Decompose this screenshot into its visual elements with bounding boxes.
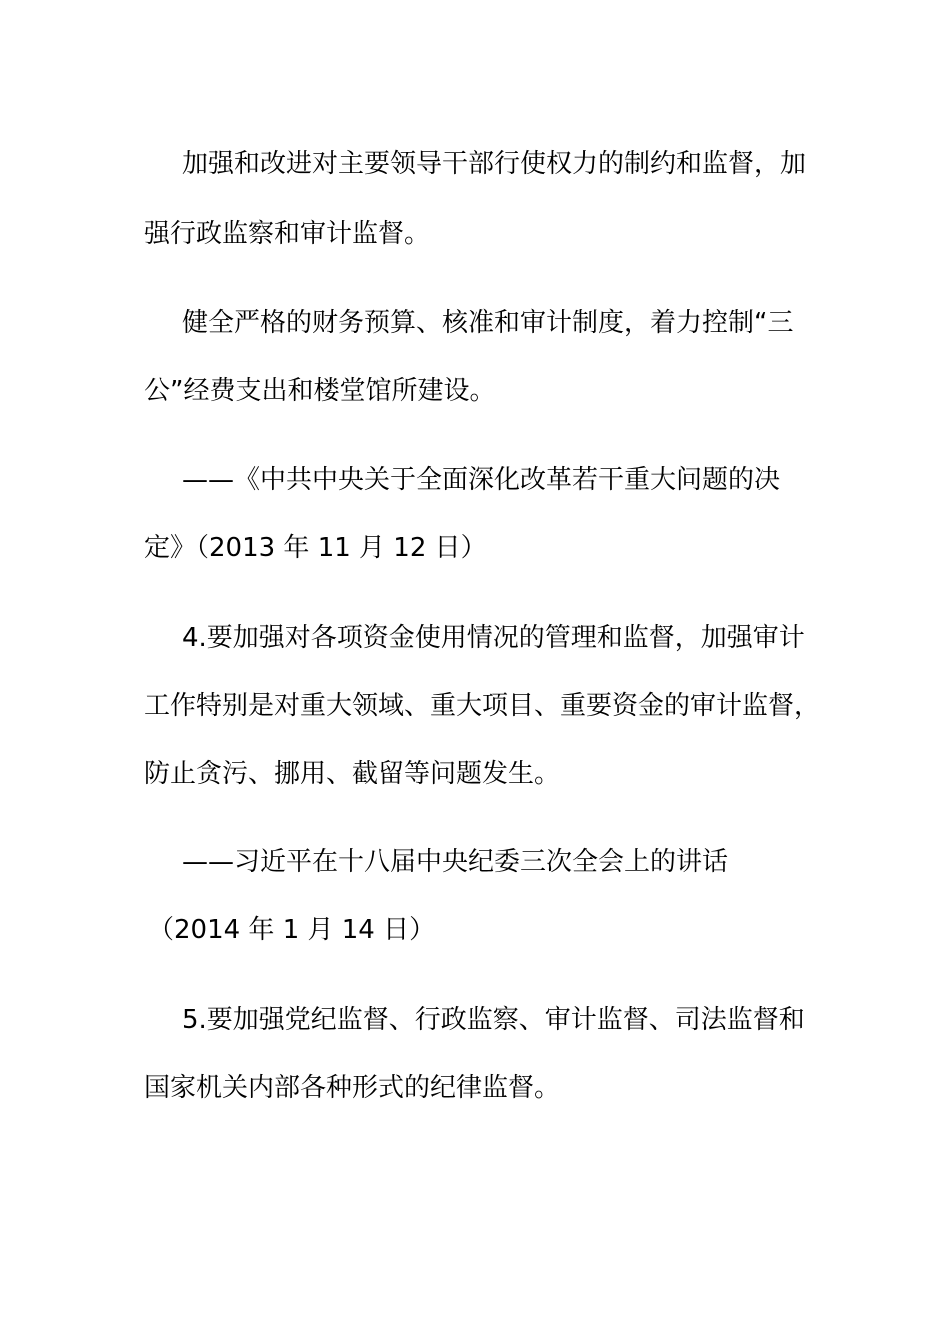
paragraph-2-line-2: 公”经费支出和楼堂馆所建设。 [144, 376, 496, 406]
paragraph-2-line-1: 健全严格的财务预算、核准和审计制度，着力控制“三 [182, 308, 794, 338]
paragraph-5-line-1: 5.要加强党纪监督、行政监察、审计监督、司法监督和 [182, 1005, 805, 1035]
citation-1-line-2: 定》（2013 年 11 月 12 日） [144, 533, 487, 563]
citation-1-line-1: ——《中共中央关于全面深化改革若干重大问题的决 [182, 465, 781, 495]
paragraph-4-line-2: 工作特别是对重大领域、重大项目、重要资金的审计监督， [144, 691, 821, 721]
paragraph-1-line-1: 加强和改进对主要领导干部行使权力的制约和监督，加 [182, 149, 807, 179]
citation-2-line-1: ——习近平在十八届中央纪委三次全会上的讲话 [182, 847, 729, 877]
paragraph-4-line-1: 4.要加强对各项资金使用情况的管理和监督，加强审计 [182, 623, 805, 653]
paragraph-5-line-2: 国家机关内部各种形式的纪律监督。 [144, 1073, 561, 1103]
paragraph-4-line-3: 防止贪污、挪用、截留等问题发生。 [144, 759, 561, 789]
citation-2-line-2: （2014 年 1 月 14 日） [148, 915, 436, 945]
paragraph-1-line-2: 强行政监察和审计监督。 [144, 219, 431, 249]
